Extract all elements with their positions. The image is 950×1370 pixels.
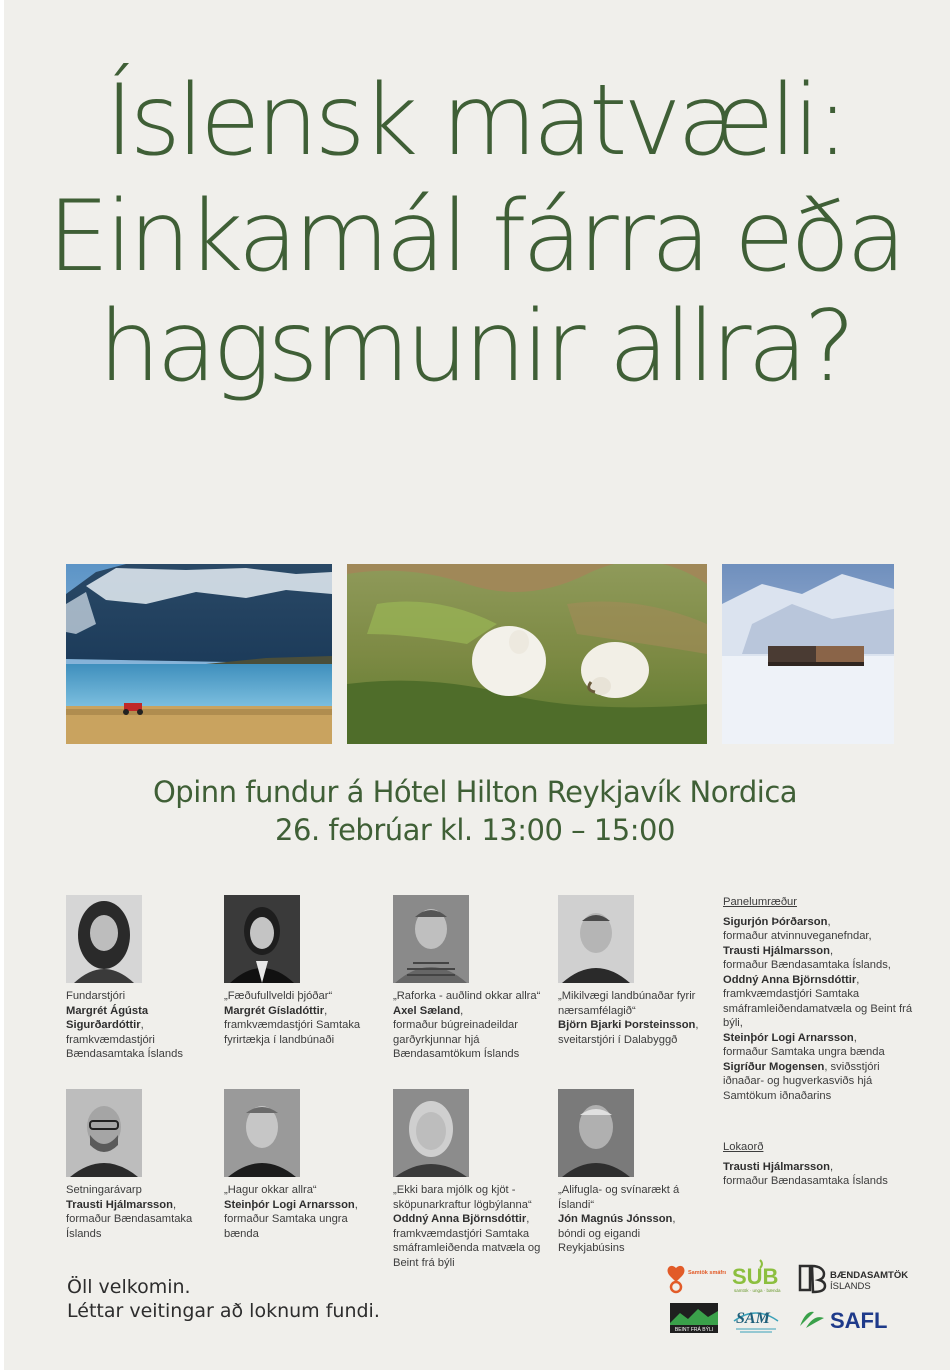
- bi-emblem-icon: [800, 1266, 825, 1292]
- speaker-portrait: [224, 1089, 300, 1177]
- speaker-portrait: [558, 895, 634, 983]
- speaker-portrait: [66, 895, 142, 983]
- speaker-role: Setningarávarp: [66, 1184, 142, 1196]
- speaker-role: „Alifugla- og svínarækt á Íslandi“: [558, 1184, 680, 1211]
- speaker-name: Björn Bjarki Þorsteinsson: [558, 1019, 696, 1031]
- logo-bi-text-2: ÍSLANDS: [830, 1281, 871, 1292]
- speaker-name: Steinþór Logi Arnarsson: [224, 1198, 355, 1211]
- photo-fjord-tractor: [66, 564, 332, 744]
- logo-safl-text: SAFL: [830, 1308, 888, 1333]
- speaker-role: „Ekki bara mjólk og kjöt - sköpunarkraftur lögbýlanna“: [393, 1184, 532, 1211]
- speaker-card: Fundarstjóri Margrét Ágústa Sigurðardóttir, framkvæmdastjóri Bændasamtaka Íslands: [66, 989, 216, 1062]
- welcome-line-1: Öll velkomin.: [67, 1276, 191, 1298]
- logo-smaframleidendur: [666, 1262, 726, 1294]
- speaker-card: „Mikilvægi landbúnaðar fyrir nærsamfélagið“ Björn Bjarki Þorsteinsson, sveitarstjóri í Dalabyggð: [558, 989, 708, 1047]
- speaker-role: „Raforka - auðlind okkar allra“: [393, 990, 541, 1002]
- welcome-message: [67, 1275, 380, 1323]
- panel-heading: Panelumræður: [723, 896, 797, 908]
- closing-title: formaður Bændasamtaka Íslands: [723, 1175, 888, 1187]
- closing-heading: Lokaorð: [723, 1141, 764, 1153]
- panel-discussion: [723, 895, 913, 1103]
- speaker-card: „Fæðufullveldi þjóðar“ Margrét Gísladóttir, framkvæmdastjóri Samtaka fyrirtækja í landbúnaði: [224, 989, 374, 1047]
- speaker-portrait: [224, 895, 300, 983]
- speaker-name: Margrét Gísladóttir: [224, 1004, 325, 1017]
- speaker-title: framkvæmdastjóri Samtaka smáframleiðenda matvæla og Beint frá býli: [393, 1227, 541, 1269]
- title-line-3: hagsmunir allra?: [98, 290, 852, 404]
- logo-sub-subtitle: samtök · unga · bænda: [734, 1288, 781, 1293]
- speaker-card: „Hagur okkar allra“ Steinþór Logi Arnarsson, formaður Samtaka ungra bænda: [224, 1183, 374, 1241]
- logo-bfb-text: BEINT FRÁ BÝLI: [674, 1327, 714, 1333]
- panel-member-name: Sigríður Mogensen: [723, 1060, 825, 1073]
- logo-bi-text: BÆNDASAMTÖK: [830, 1270, 909, 1281]
- logo-beint-fra-byli: [670, 1303, 718, 1333]
- logo-sub: [730, 1258, 790, 1296]
- logo-smaframleidendur-text: Samtök smáfr: [688, 1270, 725, 1276]
- speaker-portrait: [393, 1089, 469, 1177]
- speaker-title: framkvæmdastjóri Samtaka fyrirtækja í landbúnaði: [224, 1019, 361, 1046]
- closing-name: Trausti Hjálmarsson: [723, 1160, 830, 1173]
- panel-member: Oddný Anna Björnsdóttir, framkvæmdastjóri Samtaka smáframleiðendamatvæla og Beint frá býli,: [723, 973, 913, 1029]
- logo-sub-text: SUB: [732, 1264, 779, 1289]
- speaker-card: „Ekki bara mjólk og kjöt - sköpunarkraftur lögbýlanna“ Oddný Anna Björnsdóttir, framkvæmdastjóri Samtaka smáframleiðenda matvæla og Beint frá býli: [393, 1183, 543, 1270]
- panel-member: Sigríður Mogensen, sviðsstjóri iðnaðar- og hugverkasviðs hjá Samtökum iðnaðarins: [723, 1060, 880, 1102]
- closing-remarks: Lokaorð Trausti Hjálmarsson, formaður Bændasamtaka Íslands: [723, 1140, 913, 1189]
- speaker-portrait: [393, 895, 469, 983]
- panel-member-name: Steinþór Logi Arnarsson: [723, 1031, 854, 1044]
- welcome-line-2: Léttar veitingar að loknum fundi.: [67, 1300, 380, 1322]
- panel-member-title: sviðsstjóri iðnaðar- og hugverkasviðs hjá Samtökum iðnaðarins: [723, 1060, 880, 1102]
- speaker-role: „Hagur okkar allra“: [224, 1184, 317, 1196]
- title-line-1: Íslensk matvæli:: [104, 64, 846, 178]
- speaker-name: Trausti Hjálmarsson: [66, 1198, 173, 1211]
- logo-sam: [730, 1301, 782, 1335]
- speaker-title: bóndi og eigandi Reykjabúsins: [558, 1227, 641, 1254]
- speaker-card: Setningarávarp Trausti Hjálmarsson, formaður Bændasamtaka Íslands: [66, 1183, 216, 1241]
- speaker-title: formaður Samtaka ungra bænda: [224, 1213, 348, 1240]
- speaker-name: Oddný Anna Björnsdóttir: [393, 1213, 527, 1225]
- heart-icon: [668, 1266, 685, 1282]
- speaker-card: „Raforka - auðlind okkar allra“ Axel Sæland, formaður búgreinadeildar garðyrkjunnar hjá Bændasamtökum Íslands: [393, 989, 543, 1062]
- speaker-card: „Alifugla- og svínarækt á Íslandi“ Jón Magnús Jónsson, bóndi og eigandi Reykjabúsins: [558, 1183, 708, 1256]
- panel-member-title: formaður Bændasamtaka Íslands,: [723, 959, 891, 971]
- speaker-portrait: [558, 1089, 634, 1177]
- logo-sam-text: SAM: [736, 1310, 770, 1327]
- speaker-name: Margrét Ágústa Sigurðardóttir: [66, 1004, 149, 1031]
- photo-sheep: [347, 564, 707, 744]
- panel-member-name: Trausti Hjálmarsson: [723, 944, 830, 957]
- speaker-role: „Mikilvægi landbúnaðar fyrir nærsamfélagið“: [558, 990, 696, 1017]
- speaker-name: Jón Magnús Jónsson: [558, 1213, 673, 1225]
- panel-member-name: Oddný Anna Björnsdóttir: [723, 973, 857, 986]
- photo-horses-snow: [722, 564, 894, 744]
- panel-member-name: Sigurjón Þórðarson: [723, 915, 828, 928]
- speaker-title: formaður Bændasamtaka Íslands: [66, 1213, 193, 1240]
- speaker-title: framkvæmdastjóri Bændasamtaka Íslands: [66, 1033, 183, 1060]
- event-location: Opinn fundur á Hótel Hilton Reykjavík Nordica: [152, 775, 798, 809]
- panel-member-title: formaður Samtaka ungra bænda: [723, 1046, 885, 1058]
- speaker-name: Axel Sæland: [393, 1004, 461, 1017]
- leaf-icon: [800, 1312, 824, 1328]
- logo-baendasamtok: [798, 1264, 910, 1296]
- panel-member: Steinþór Logi Arnarsson, formaður Samtaka ungra bænda: [723, 1031, 885, 1058]
- speaker-title: sveitarstjóri í Dalabyggð: [558, 1033, 678, 1046]
- speaker-role: „Fæðufullveldi þjóðar“: [224, 990, 333, 1002]
- panel-member-title: formaður atvinnuveganefndar,: [723, 930, 872, 942]
- panel-member-title: framkvæmdastjóri Samtaka smáframleiðendamatvæla og Beint frá býli,: [723, 988, 913, 1029]
- speaker-role: Fundarstjóri: [66, 990, 126, 1002]
- panel-member: Trausti Hjálmarsson, formaður Bændasamtaka Íslands,: [723, 944, 891, 971]
- speaker-portrait: [66, 1089, 142, 1177]
- panel-member: Sigurjón Þórðarson, formaður atvinnuveganefndar,: [723, 915, 872, 942]
- logo-safl: [798, 1306, 910, 1334]
- speaker-title: formaður búgreinadeildar garðyrkjunnar hjá Bændasamtökum Íslands: [393, 1019, 520, 1060]
- title-line-2: Einkamál fárra eða: [47, 180, 903, 294]
- event-date-time: 26. febrúar kl. 13:00 – 15:00: [275, 813, 675, 847]
